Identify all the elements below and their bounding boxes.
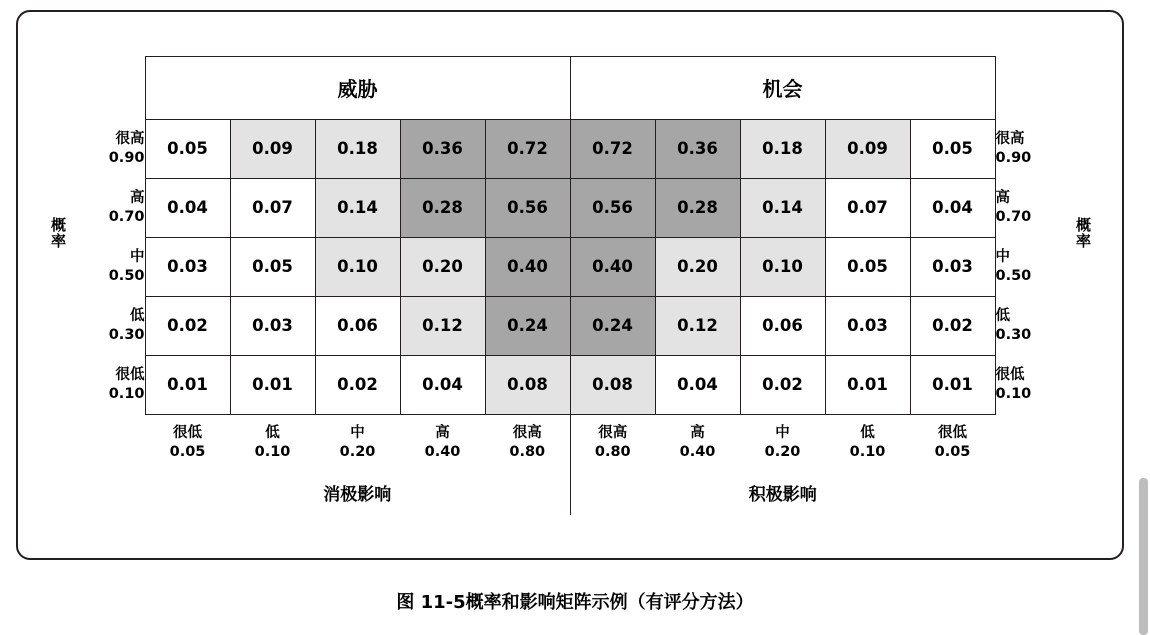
cell-t-3-1: 0.03 <box>230 296 315 355</box>
row-label-right-1 <box>995 178 1070 237</box>
col-label-t-3-value: 0.40 <box>424 443 461 460</box>
cell-t-0-3: 0.36 <box>400 119 485 178</box>
cell-t-0-1: 0.09 <box>230 119 315 178</box>
row-label-right-1-name: 高 <box>995 190 1010 207</box>
footer-spacer-left <box>71 471 146 515</box>
footer-positive-impact: 积极影响 <box>570 471 995 515</box>
cell-t-1-3: 0.28 <box>400 178 485 237</box>
cell-o-2-0: 0.40 <box>570 237 655 296</box>
row-label-left-2 <box>71 237 146 296</box>
col-label-t-2 <box>315 414 400 471</box>
row-label-right-4-value: 0.10 <box>995 385 1032 402</box>
row-label-right-0-value: 0.90 <box>995 149 1032 166</box>
row-label-right-2-value: 0.50 <box>995 267 1032 284</box>
cell-o-4-0: 0.08 <box>570 355 655 414</box>
matrix-frame <box>16 10 1124 560</box>
cell-t-4-1: 0.01 <box>230 355 315 414</box>
col-label-t-3-name: 高 <box>435 425 450 442</box>
matrix-container <box>18 12 1122 558</box>
col-label-o-2 <box>740 414 825 471</box>
row-label-left-4-value: 0.10 <box>108 385 145 402</box>
cell-o-1-0: 0.56 <box>570 178 655 237</box>
matrix-header-row <box>45 56 1096 119</box>
col-label-t-1 <box>230 414 315 471</box>
cell-t-2-3: 0.20 <box>400 237 485 296</box>
cell-o-3-1: 0.12 <box>655 296 740 355</box>
cell-o-4-2: 0.02 <box>740 355 825 414</box>
cell-o-3-4: 0.02 <box>910 296 995 355</box>
cell-o-0-2: 0.18 <box>740 119 825 178</box>
row-label-right-4 <box>995 355 1070 414</box>
left-axis-title-text: 概率 <box>49 217 67 249</box>
cell-t-2-2: 0.10 <box>315 237 400 296</box>
col-label-t-4-value: 0.80 <box>509 443 546 460</box>
col-label-o-1-name: 高 <box>690 425 705 442</box>
cell-t-1-4: 0.56 <box>485 178 570 237</box>
header-left-spacer <box>71 56 146 119</box>
table-row <box>45 178 1096 237</box>
cell-o-1-4: 0.04 <box>910 178 995 237</box>
row-label-right-3-name: 低 <box>995 308 1010 325</box>
cell-o-4-3: 0.01 <box>825 355 910 414</box>
row-label-left-3 <box>71 296 146 355</box>
row-label-left-1-value: 0.70 <box>108 208 145 225</box>
header-threats: 威胁 <box>145 56 570 119</box>
cell-t-4-4: 0.08 <box>485 355 570 414</box>
cell-t-3-4: 0.24 <box>485 296 570 355</box>
left-axis-title <box>45 56 71 414</box>
cell-t-2-0: 0.03 <box>145 237 230 296</box>
col-label-t-1-value: 0.10 <box>254 443 291 460</box>
header-opportunities: 机会 <box>570 56 995 119</box>
row-label-left-4-name: 很低 <box>115 367 145 384</box>
right-axis-title-text: 概率 <box>1074 217 1092 249</box>
cell-o-0-3: 0.09 <box>825 119 910 178</box>
cell-t-0-2: 0.18 <box>315 119 400 178</box>
col-label-t-1-name: 低 <box>265 425 280 442</box>
col-label-spacer-right <box>995 414 1070 471</box>
footer-labels-row <box>45 471 1096 515</box>
scrollbar[interactable] <box>1139 478 1148 635</box>
cell-o-1-2: 0.14 <box>740 178 825 237</box>
footer-negative-impact: 消极影响 <box>323 485 392 505</box>
row-label-left-0-value: 0.90 <box>108 149 145 166</box>
cell-t-0-4: 0.72 <box>485 119 570 178</box>
col-label-o-2-name: 中 <box>775 425 790 442</box>
row-label-left-1-name: 高 <box>130 190 145 207</box>
col-label-o-3-value: 0.10 <box>849 443 886 460</box>
footer-axis-spacer-right <box>1070 471 1096 515</box>
table-row <box>45 119 1096 178</box>
col-label-o-3 <box>825 414 910 471</box>
col-label-t-0-name: 很低 <box>173 425 202 442</box>
row-label-left-1 <box>71 178 146 237</box>
bottom-right-axis-spacer <box>1070 414 1096 471</box>
cell-o-0-0: 0.72 <box>570 119 655 178</box>
table-row <box>45 237 1096 296</box>
cell-t-3-3: 0.12 <box>400 296 485 355</box>
probability-impact-matrix <box>45 56 1096 515</box>
cell-t-2-4: 0.40 <box>485 237 570 296</box>
col-label-o-4 <box>910 414 995 471</box>
table-row <box>45 296 1096 355</box>
bottom-left-axis-spacer <box>45 414 71 471</box>
row-label-right-3-value: 0.30 <box>995 326 1032 343</box>
col-label-o-3-name: 低 <box>860 425 875 442</box>
col-label-t-4-name: 很高 <box>512 425 542 442</box>
row-label-left-2-value: 0.50 <box>108 267 145 284</box>
cell-o-2-3: 0.05 <box>825 237 910 296</box>
col-label-o-0-name: 很高 <box>598 425 628 442</box>
row-label-right-0-name: 很高 <box>995 131 1025 148</box>
cell-t-4-2: 0.02 <box>315 355 400 414</box>
col-label-o-4-value: 0.05 <box>934 443 971 460</box>
row-label-right-4-name: 很低 <box>995 367 1025 384</box>
cell-t-4-3: 0.04 <box>400 355 485 414</box>
row-label-left-0-name: 很高 <box>115 131 145 148</box>
figure-caption: 图 11-5概率和影响矩阵示例（有评分方法） <box>396 592 754 613</box>
col-label-t-0-value: 0.05 <box>169 443 206 460</box>
col-label-t-0 <box>145 414 230 471</box>
cell-o-1-3: 0.07 <box>825 178 910 237</box>
row-label-right-0 <box>995 119 1070 178</box>
cell-o-4-4: 0.01 <box>910 355 995 414</box>
row-label-left-3-value: 0.30 <box>108 326 145 343</box>
table-row <box>45 355 1096 414</box>
col-label-o-2-value: 0.20 <box>764 443 801 460</box>
col-label-o-1-value: 0.40 <box>679 443 716 460</box>
header-right-spacer <box>995 56 1070 119</box>
cell-t-3-2: 0.06 <box>315 296 400 355</box>
cell-o-3-2: 0.06 <box>740 296 825 355</box>
row-label-left-2-name: 中 <box>130 249 145 266</box>
row-label-left-0 <box>71 119 146 178</box>
cell-t-4-0: 0.01 <box>145 355 230 414</box>
cell-o-0-1: 0.36 <box>655 119 740 178</box>
col-label-o-0 <box>570 414 655 471</box>
cell-o-3-0: 0.24 <box>570 296 655 355</box>
cell-o-2-4: 0.03 <box>910 237 995 296</box>
cell-o-2-1: 0.20 <box>655 237 740 296</box>
cell-t-3-0: 0.02 <box>145 296 230 355</box>
footer-spacer-right <box>995 471 1070 515</box>
col-label-t-3 <box>400 414 485 471</box>
col-label-spacer-left <box>71 414 146 471</box>
cell-o-1-1: 0.28 <box>655 178 740 237</box>
col-label-t-2-name: 中 <box>350 425 365 442</box>
cell-t-1-0: 0.04 <box>145 178 230 237</box>
col-label-o-0-value: 0.80 <box>594 443 631 460</box>
row-label-right-2-name: 中 <box>995 249 1010 266</box>
col-label-t-2-value: 0.20 <box>339 443 376 460</box>
cell-t-2-1: 0.05 <box>230 237 315 296</box>
cell-o-0-4: 0.05 <box>910 119 995 178</box>
col-label-o-4-name: 很低 <box>938 425 967 442</box>
cell-o-2-2: 0.10 <box>740 237 825 296</box>
cell-t-1-1: 0.07 <box>230 178 315 237</box>
cell-t-1-2: 0.14 <box>315 178 400 237</box>
cell-o-3-3: 0.03 <box>825 296 910 355</box>
col-label-t-4 <box>485 414 570 471</box>
column-labels-row <box>45 414 1096 471</box>
cell-t-0-0: 0.05 <box>145 119 230 178</box>
matrix-body <box>45 56 1096 515</box>
footer-axis-spacer-left <box>45 471 71 515</box>
row-label-left-4 <box>71 355 146 414</box>
cell-o-4-1: 0.04 <box>655 355 740 414</box>
row-label-right-1-value: 0.70 <box>995 208 1032 225</box>
row-label-right-2 <box>995 237 1070 296</box>
right-axis-title <box>1070 56 1096 414</box>
row-label-right-3 <box>995 296 1070 355</box>
row-label-left-3-name: 低 <box>130 308 145 325</box>
col-label-o-1 <box>655 414 740 471</box>
